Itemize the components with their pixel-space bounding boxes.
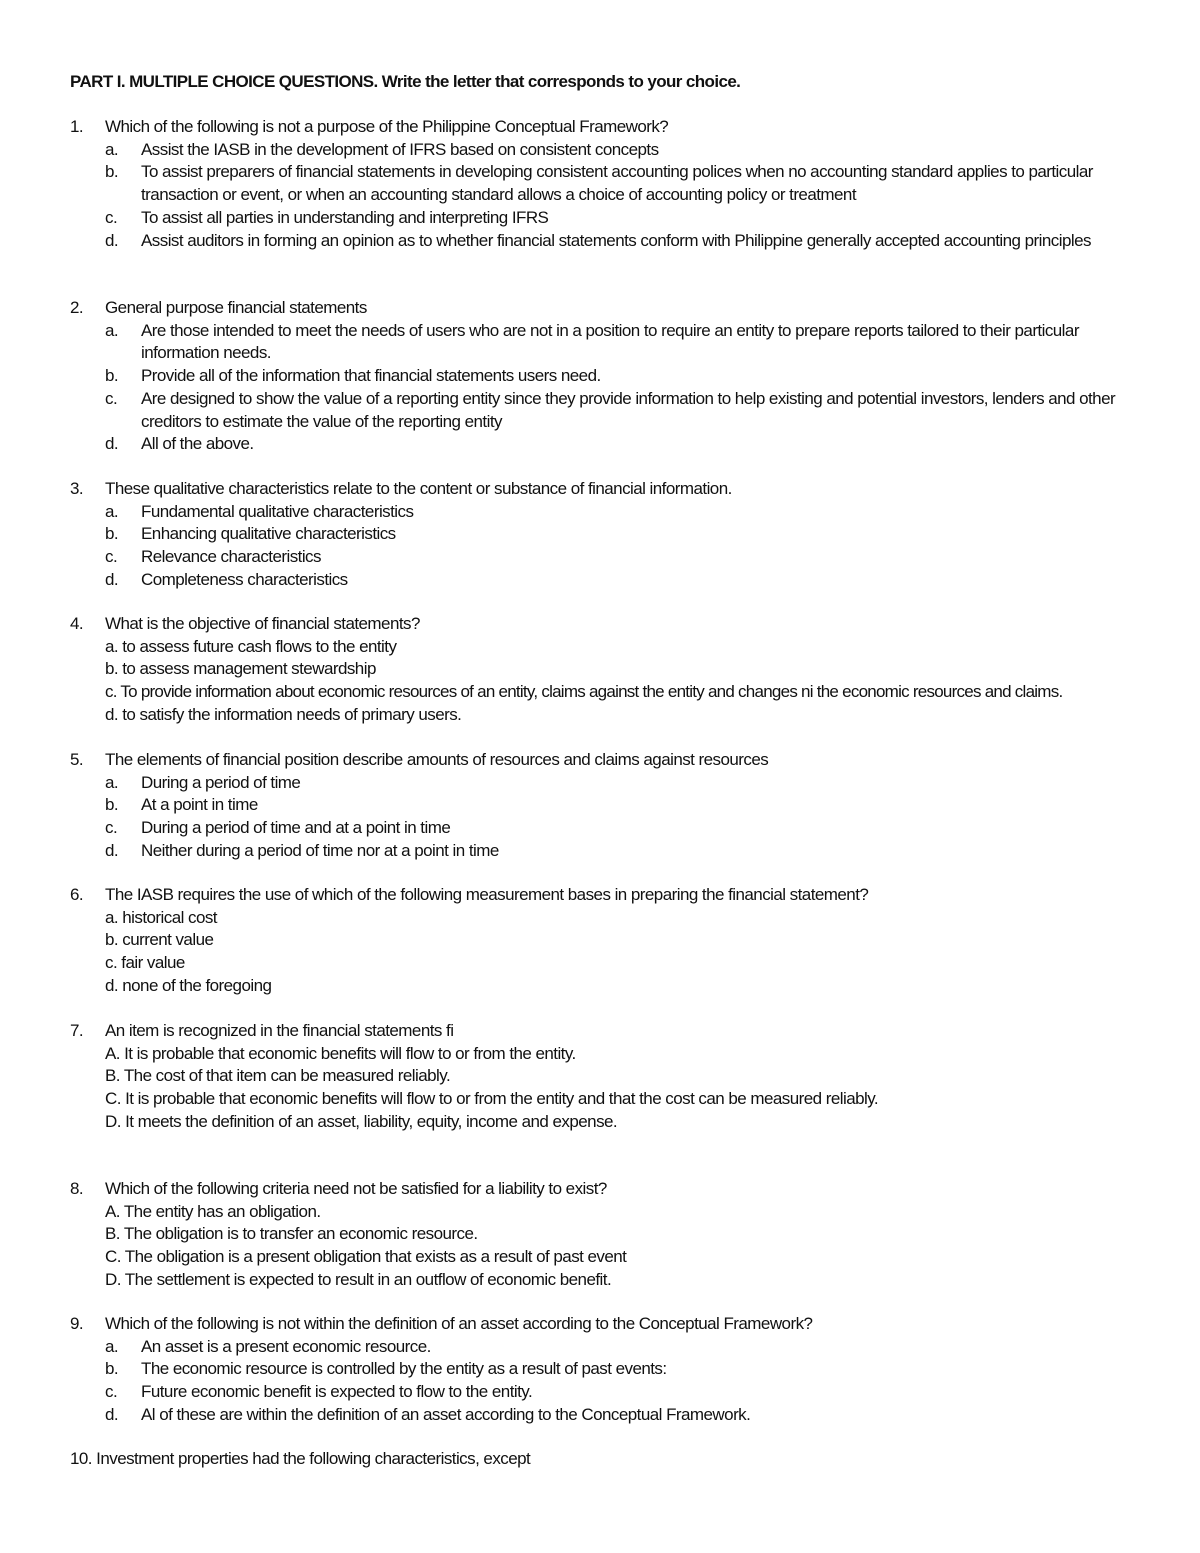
option-item: a. historical cost: [105, 907, 217, 927]
option-item: c. fair value: [105, 953, 185, 973]
option-text: Are those intended to meet the needs of users who are not in a position to require an entity to prepare reports tailored to their particular information needs.: [141, 320, 1079, 363]
option-item: [70, 1358, 1130, 1381]
question-number: 4.: [70, 614, 84, 633]
option-item: C. It is probable that economic benefits will flow to or from the entity and that the cost can be measured reliably.: [105, 1089, 879, 1109]
option-letter: b.: [105, 162, 119, 182]
question-2: [70, 297, 1130, 456]
question-text: An item is recognized in the financial statements fi: [105, 1021, 454, 1040]
option-item: A. The entity has an obligation.: [105, 1201, 321, 1221]
question-3: [70, 478, 1130, 592]
option-letter: c.: [105, 207, 118, 227]
option-item: c. To provide information about economic resources of an entity, claims against the entity and changes ni the economic resources and claims.: [105, 682, 1063, 702]
option-letter: a.: [105, 139, 119, 159]
option-item: B. The cost of that item can be measured reliably.: [105, 1066, 451, 1086]
option-text: Assist auditors in forming an opinion as to whether financial statements conform with Philippine generally accepted accounting principles: [141, 230, 1091, 250]
option-item: [70, 139, 1130, 162]
question-text: Which of the following is not a purpose of the Philippine Conceptual Framework?: [105, 117, 669, 136]
option-letter: c.: [105, 388, 118, 408]
option-item: d. to satisfy the information needs of primary users.: [105, 704, 462, 724]
option-text: To assist preparers of financial statements in developing consistent accounting polices when no accounting standard applies to particular transaction or event, or when an accounting standard allows a choice of accounting policy or treatment: [141, 162, 1093, 205]
option-item: a. to assess future cash flows to the entity: [105, 636, 397, 656]
option-item: [70, 365, 1130, 388]
option-item: [70, 320, 1130, 365]
option-item: [70, 1381, 1130, 1404]
option-text: Are designed to show the value of a reporting entity since they provide information to help existing and potential investors, lenders and other creditors to estimate the value of the reporting entity: [141, 388, 1116, 431]
question-text: General purpose financial statements: [105, 298, 367, 317]
option-letter: a.: [105, 1336, 119, 1356]
option-item: [70, 501, 1130, 524]
option-letter: a.: [105, 772, 119, 792]
part-heading: PART I. MULTIPLE CHOICE QUESTIONS. Write the letter that corresponds to your choice.: [70, 72, 741, 91]
option-item: [70, 1336, 1130, 1359]
option-text: To assist all parties in understanding and interpreting IFRS: [141, 207, 549, 227]
question-text: What is the objective of financial statements?: [105, 614, 420, 633]
question-4: [70, 613, 1130, 727]
option-item: C. The obligation is a present obligation that exists as a result of past event: [105, 1247, 627, 1267]
option-text: At a point in time: [141, 795, 258, 815]
option-item: [70, 794, 1130, 817]
question-text: Investment properties had the following characteristics, except: [96, 1449, 531, 1468]
option-text: During a period of time: [141, 772, 301, 792]
question-number: 8.: [70, 1179, 84, 1198]
option-text: Assist the IASB in the development of IFRS based on consistent concepts: [141, 139, 659, 159]
question-number: 7.: [70, 1021, 84, 1040]
option-text: All of the above.: [141, 434, 254, 454]
question-text: The IASB requires the use of which of the following measurement bases in preparing the financial statement?: [105, 885, 869, 904]
option-letter: c.: [105, 818, 118, 838]
option-letter: b.: [105, 366, 119, 386]
question-number: 6.: [70, 885, 84, 904]
option-item: D. It meets the definition of an asset, liability, equity, income and expense.: [105, 1111, 618, 1131]
option-text: Al of these are within the definition of an asset according to the Conceptual Framework.: [141, 1404, 751, 1424]
option-item: B. The obligation is to transfer an economic resource.: [105, 1224, 478, 1244]
question-10: [70, 1448, 1130, 1471]
question-1: [70, 116, 1130, 252]
option-letter: a.: [105, 501, 119, 521]
option-item: [70, 161, 1130, 206]
option-item: [70, 388, 1130, 433]
option-letter: b.: [105, 524, 119, 544]
option-item: [70, 523, 1130, 546]
option-text: Fundamental qualitative characteristics: [141, 501, 414, 521]
question-text: These qualitative characteristics relate to the content or substance of financial information.: [105, 479, 732, 498]
question-number: 10.: [70, 1449, 92, 1468]
question-8: [70, 1178, 1130, 1292]
option-item: [70, 569, 1130, 592]
option-item: [70, 546, 1130, 569]
question-9: [70, 1313, 1130, 1427]
question-text: The elements of financial position describe amounts of resources and claims against resources: [105, 750, 769, 769]
option-text: Neither during a period of time nor at a point in time: [141, 840, 499, 860]
option-item: D. The settlement is expected to result in an outflow of economic benefit.: [105, 1269, 612, 1289]
option-item: [70, 230, 1130, 253]
question-6: [70, 884, 1130, 998]
option-text: Relevance characteristics: [141, 547, 321, 567]
option-item: A. It is probable that economic benefits will flow to or from the entity.: [105, 1043, 576, 1063]
question-text: Which of the following criteria need not be satisfied for a liability to exist?: [105, 1179, 607, 1198]
option-item: [70, 772, 1130, 795]
question-number: 3.: [70, 479, 84, 498]
question-number: 2.: [70, 298, 84, 317]
option-item: [70, 433, 1130, 456]
question-5: [70, 749, 1130, 863]
option-item: b. to assess management stewardship: [105, 659, 376, 679]
option-letter: c.: [105, 547, 118, 567]
option-text: Completeness characteristics: [141, 569, 348, 589]
option-item: [70, 817, 1130, 840]
question-number: 1.: [70, 117, 84, 136]
option-item: [70, 207, 1130, 230]
option-text: Future economic benefit is expected to flow to the entity.: [141, 1382, 533, 1402]
option-letter: b.: [105, 1359, 119, 1379]
option-item: b. current value: [105, 930, 214, 950]
option-text: During a period of time and at a point in time: [141, 818, 451, 838]
option-text: The economic resource is controlled by the entity as a result of past events:: [141, 1359, 667, 1379]
option-text: Provide all of the information that financial statements users need.: [141, 366, 601, 386]
option-text: Enhancing qualitative characteristics: [141, 524, 396, 544]
question-7: [70, 1020, 1130, 1134]
option-text: An asset is a present economic resource.: [141, 1336, 431, 1356]
question-number: 9.: [70, 1314, 84, 1333]
option-letter: b.: [105, 795, 119, 815]
option-letter: d.: [105, 569, 119, 589]
question-text: Which of the following is not within the definition of an asset according to the Conceptual Framework?: [105, 1314, 813, 1333]
option-letter: a.: [105, 320, 119, 340]
option-letter: c.: [105, 1382, 118, 1402]
question-number: 5.: [70, 750, 84, 769]
option-item: [70, 1404, 1130, 1427]
option-item: d. none of the foregoing: [105, 975, 272, 995]
option-letter: d.: [105, 434, 119, 454]
option-item: [70, 840, 1130, 863]
option-letter: d.: [105, 840, 119, 860]
option-letter: d.: [105, 230, 119, 250]
option-letter: d.: [105, 1404, 119, 1424]
